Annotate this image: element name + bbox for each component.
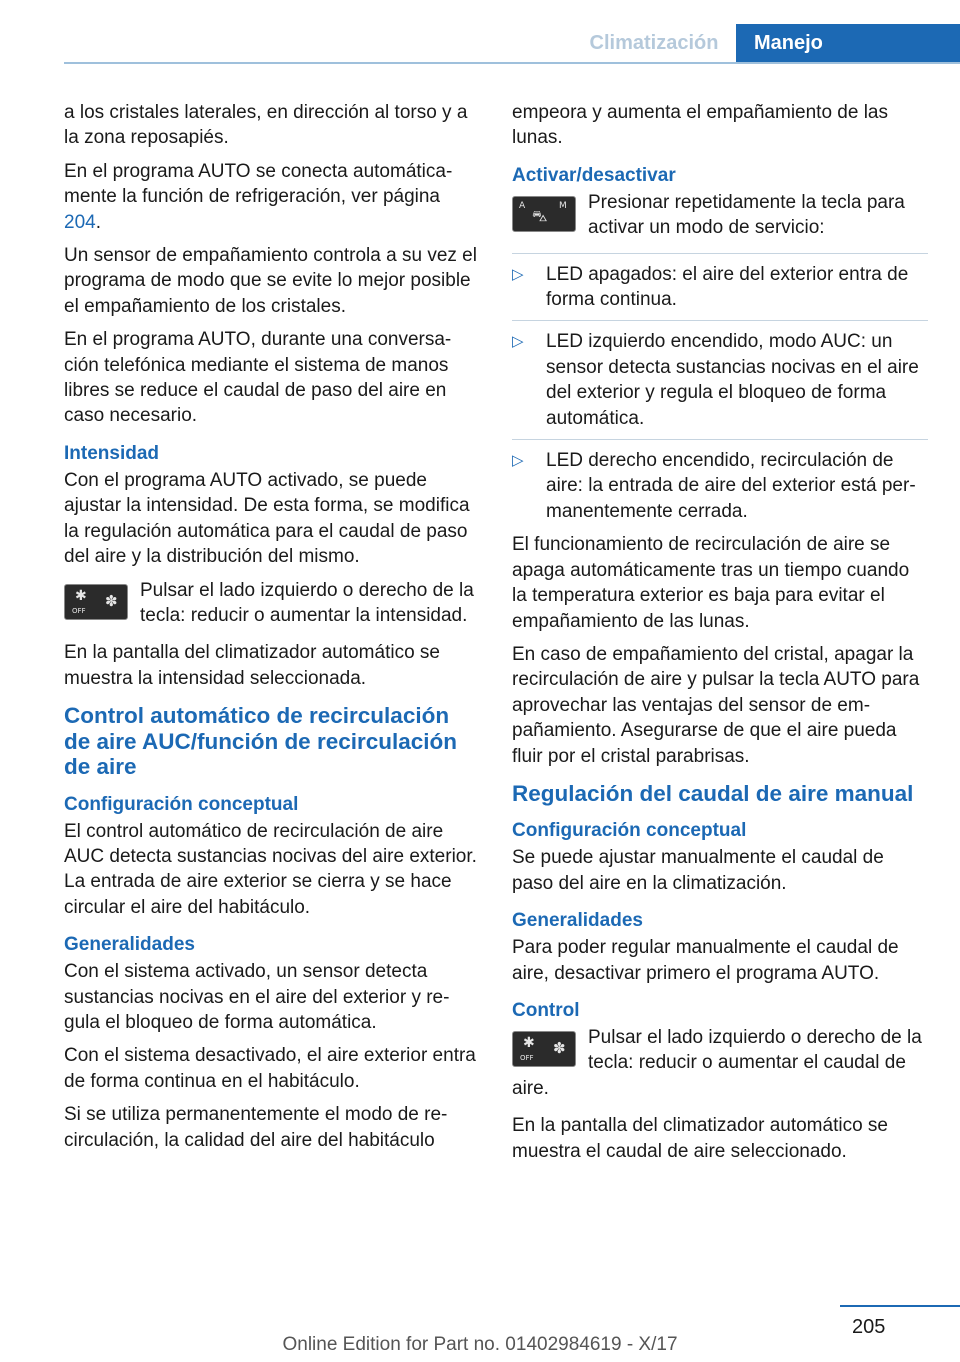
fan-off-button-icon: ✱ OFF ✽ [64, 584, 128, 620]
header-chapter: Manejo [736, 24, 960, 62]
list-item [512, 329, 928, 431]
right-column [512, 100, 928, 1172]
instruction-text: Presionar repetidamente la tecla para activar un modo de servicio: [588, 191, 905, 239]
paragraph: Con el sistema activado, un sensor detecta sustancias nocivas en el aire del exterior y regula el bloqueo de forma automática. [64, 961, 450, 1034]
subheading-intensidad: Intensidad [64, 442, 160, 464]
subheading-configuracion: Configuración conceptual [512, 820, 747, 842]
instruction-text: Pulsar el lado izquierdo o derecho de la tecla: reducir o aumentar el caudal de aire. [512, 1027, 922, 1099]
paragraph: En la pantalla del climatizador automático se muestra la intensidad seleccionada. [64, 642, 440, 689]
paragraph-text: . [95, 211, 101, 233]
divider [512, 320, 928, 321]
divider [512, 439, 928, 440]
list-item-text: LED apagados: el aire del exterior entra de forma continua. [546, 263, 909, 311]
paragraph: Con el sistema desactivado, el aire exterior entra de forma continua en el habitáculo. [64, 1045, 476, 1092]
subheading-activar: Activar/desactivar [512, 164, 676, 186]
subheading-configuracion: Configuración conceptual [64, 793, 299, 815]
paragraph: En el programa AUTO, durante una conversación telefónica mediante el sistema de manos libres se reduce el caudal de paso del aire en caso necesario. [64, 329, 452, 427]
paragraph: Con el programa AUTO activado, se puede ajustar la intensidad. De esta forma, se modifica la regulación automática para el caudal de paso del aire y la distribución del mismo. [64, 469, 470, 568]
subheading-control: Control [512, 1000, 580, 1022]
subheading-generalidades: Generalidades [512, 910, 643, 932]
paragraph: En caso de empañamiento del cristal, apagar la recirculación de aire y pulsar la tecla AUTO para aprovechar las ventajas del sensor de empañamiento. Asegurarse de que el aire pueda fluir por el cristal parabrisas. [512, 643, 920, 767]
list-item-text: LED derecho encendido, recirculación de aire: la entrada de aire del exterior está permanentemente cerrada. [546, 450, 916, 522]
header-section: Climatización [589, 32, 719, 54]
page-number: 205 [852, 1316, 886, 1338]
triangle-bullet-icon: ▷ [512, 452, 524, 470]
recirculation-button-icon: A M ⛍ [512, 196, 576, 232]
paragraph: Un sensor de empañamiento controla a su vez el programa de modo que se evite lo mejor posible el empañamiento de los cristales. [64, 245, 477, 317]
triangle-bullet-icon: ▷ [512, 265, 524, 283]
triangle-bullet-icon: ▷ [512, 333, 524, 351]
list-item-text: LED izquierdo encendido, modo AUC: un sensor detecta sustancias nocivas en el aire del exterior y regula el bloqueo de forma automática. [546, 331, 919, 429]
paragraph: Para poder regular manualmente el caudal de aire, desactivar primero el programa AUTO. [512, 937, 899, 984]
instruction-text: Pulsar el lado izquierdo o derecho de la tecla: reducir o aumentar la intensidad. [140, 579, 474, 626]
button-instruction [64, 578, 479, 629]
page-link[interactable]: 204 [64, 211, 96, 233]
header-rule [64, 62, 960, 64]
paragraph: En la pantalla del climatizador automático se muestra el caudal de aire seleccionado. [512, 1115, 888, 1162]
left-column [64, 100, 479, 1161]
paragraph: Si se utiliza permanentemente el modo de recirculación, la calidad del aire del habitáculo [64, 1104, 448, 1151]
list-item [512, 448, 928, 524]
button-instruction [512, 1025, 928, 1101]
mode-list [512, 262, 928, 525]
heading-manual: Regulación del caudal de aire manual [512, 780, 914, 806]
divider [512, 253, 928, 254]
page-number-rule [840, 1305, 960, 1307]
paragraph-text: En el programa AUTO se conecta automáticamente la función de refrigeración, ver página [64, 160, 453, 208]
paragraph: El control automático de recirculación de aire AUC detecta sustancias nocivas del aire exterior. La entrada de aire exterior se cierra y se hace circular el aire del habitáculo. [64, 820, 477, 918]
paragraph: empeora y aumenta el empañamiento de las lunas. [512, 102, 889, 149]
paragraph: El funcionamiento de recirculación de aire se apaga automáticamente tras un tiempo cuando la temperatura exterior es baja para evitar el empañamiento de las lunas. [512, 534, 910, 632]
list-item [512, 262, 928, 313]
paragraph [64, 159, 479, 235]
heading-auc: Control automático de recirculación de aire AUC/función de recirculación de aire [64, 703, 458, 780]
subheading-generalidades: Generalidades [64, 934, 195, 956]
button-instruction [512, 190, 928, 241]
paragraph: a los cristales laterales, en dirección al torso y a la zona reposapiés. [64, 102, 468, 149]
fan-off-button-icon: ✱ OFF ✽ [512, 1031, 576, 1067]
footer-edition: Online Edition for Part no. 01402984619 - X/17 [282, 1334, 678, 1355]
paragraph: Se puede ajustar manualmente el caudal de paso del aire en la climatización. [512, 847, 884, 894]
